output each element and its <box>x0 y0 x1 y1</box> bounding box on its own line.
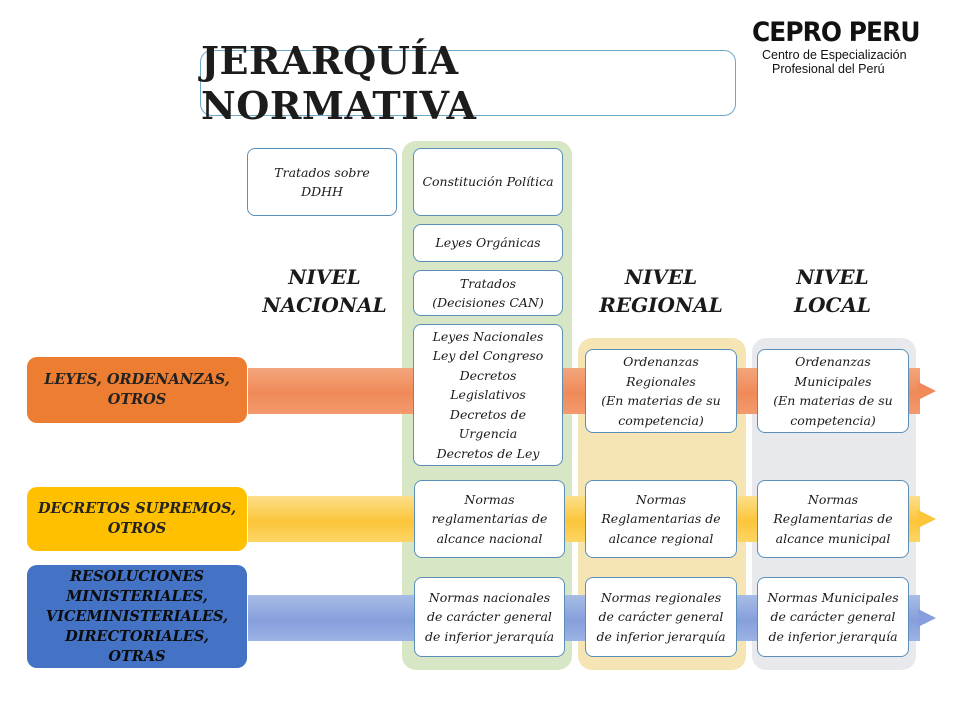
box-local-reglamentarias-line-1: Normas <box>807 491 859 507</box>
box-leyes-nacionales-line-7: Decretos de Ley <box>436 445 540 461</box>
box-tratados-can-line-2: (Decisiones CAN) <box>432 295 544 310</box>
box-tratados-can <box>413 270 563 316</box>
category-resoluciones-line-4: DIRECTORIALES, OTRAS <box>65 627 209 665</box>
box-local-ordenanzas-line-1: Ordenanzas <box>795 354 871 369</box>
category-resoluciones-line-2: MINISTERIALES, <box>66 587 208 605</box>
level-nacional-line-1: NIVEL <box>288 265 361 289</box>
page-title: JERARQUÍA NORMATIVA <box>201 38 477 128</box>
box-nacional-reglamentarias-line-1: Normas <box>464 491 515 507</box>
box-regional-inferior <box>585 577 737 657</box>
box-leyes-nacionales-line-5: Decretos de <box>449 406 527 422</box>
box-leyes-nacionales-line-3: Decretos <box>459 367 517 383</box>
category-resoluciones-line-1: RESOLUCIONES <box>70 567 204 585</box>
category-decretos-line-1: DECRETOS SUPREMOS, <box>37 500 236 517</box>
decretos-arrow-head <box>918 510 936 528</box>
box-regional-ordenanzas-line-3: (En materias de su <box>601 393 721 408</box>
box-local-inferior-line-2: de carácter general <box>770 609 896 625</box>
category-decretos-line-2: OTROS <box>107 520 167 537</box>
logo-line-1: Centro de Especialización <box>762 48 907 62</box>
box-regional-reglamentarias-line-1: Normas <box>635 491 687 507</box>
box-leyes-nacionales-line-6: Urgencia <box>458 426 518 442</box>
level-regional-heading <box>586 263 736 319</box>
box-regional-inferior-line-3: de inferior jerarquía <box>596 628 726 644</box>
box-regional-reglamentarias-line-3: alcance regional <box>608 530 714 546</box>
box-regional-ordenanzas-line-4: competencia) <box>618 412 704 428</box>
box-nacional-reglamentarias-line-2: reglamentarias de <box>431 511 548 527</box>
logo-line-2: Profesional del Perú <box>772 62 885 76</box>
box-local-ordenanzas-line-2: Municipales <box>794 373 872 389</box>
box-regional-reglamentarias-line-2: Reglamentarias de <box>601 511 721 527</box>
category-resoluciones-line-3: VICEMINISTERIALES, <box>45 607 229 625</box>
title-box <box>200 38 736 128</box>
box-local-ordenanzas-line-3: (En materias de su <box>773 393 893 408</box>
category-resoluciones <box>27 565 247 668</box>
box-local-ordenanzas <box>757 349 909 433</box>
box-regional-ordenanzas <box>585 349 737 433</box>
box-local-ordenanzas-line-4: competencia) <box>790 412 876 428</box>
box-local-reglamentarias <box>757 480 909 558</box>
box-regional-inferior-line-1: Normas regionales <box>600 589 722 605</box>
resoluciones-arrow-head <box>918 609 936 627</box>
box-nacional-inferior-line-1: Normas nacionales <box>428 589 551 605</box>
box-local-inferior-line-1: Normas Municipales <box>767 589 899 605</box>
box-tratados-ddhh <box>247 148 397 216</box>
box-local-reglamentarias-line-3: alcance municipal <box>775 530 891 546</box>
box-local-inferior-line-3: de inferior jerarquía <box>768 628 898 644</box>
logo-name: CEPRO PERU <box>752 17 920 48</box>
box-constitucion <box>413 148 563 216</box>
box-tratados-ddhh-line-2: DDHH <box>301 184 343 199</box>
category-leyes-line-2: OTROS <box>107 391 167 408</box>
box-leyes-nacionales <box>413 324 563 466</box>
level-local-heading <box>760 263 905 319</box>
box-regional-ordenanzas-line-1: Ordenanzas <box>623 354 699 369</box>
box-nacional-inferior <box>414 577 565 657</box>
level-regional-line-2: REGIONAL <box>599 293 723 317</box>
box-leyes-nacionales-line-1: Leyes Nacionales <box>432 328 544 344</box>
category-decretos <box>27 487 247 551</box>
level-local-line-2: LOCAL <box>794 293 871 317</box>
box-leyes-nacionales-line-2: Ley del Congreso <box>432 348 544 364</box>
box-constitucion-line-1: Constitución Política <box>422 174 554 190</box>
box-leyes-organicas <box>413 224 563 262</box>
box-leyes-nacionales-line-4: Legislativos <box>450 387 526 403</box>
cepro-peru-logo <box>752 18 942 88</box>
box-regional-inferior-line-2: de carácter general <box>598 609 724 625</box>
box-nacional-inferior-line-3: de inferior jerarquía <box>424 628 555 644</box>
box-local-inferior <box>757 577 909 657</box>
category-leyes-line-1: LEYES, ORDENANZAS, <box>44 371 230 388</box>
box-local-reglamentarias-line-2: Reglamentarias de <box>773 511 893 527</box>
level-regional-line-1: NIVEL <box>624 265 698 289</box>
box-regional-reglamentarias <box>585 480 737 558</box>
box-nacional-reglamentarias-line-3: alcance nacional <box>436 530 543 546</box>
box-regional-ordenanzas-line-2: Regionales <box>626 373 696 389</box>
box-nacional-inferior-line-2: de carácter general <box>427 609 552 625</box>
category-leyes <box>27 357 247 423</box>
level-local-line-1: NIVEL <box>796 265 869 289</box>
box-leyes-organicas-line-1: Leyes Orgánicas <box>435 235 541 251</box>
box-tratados-ddhh-line-1: Tratados sobre <box>274 164 370 180</box>
box-tratados-can-line-1: Tratados <box>459 275 517 291</box>
box-nacional-reglamentarias <box>414 480 565 558</box>
level-nacional-heading <box>252 263 397 319</box>
leyes-arrow-head <box>918 382 936 400</box>
level-nacional-line-2: NACIONAL <box>262 293 387 317</box>
